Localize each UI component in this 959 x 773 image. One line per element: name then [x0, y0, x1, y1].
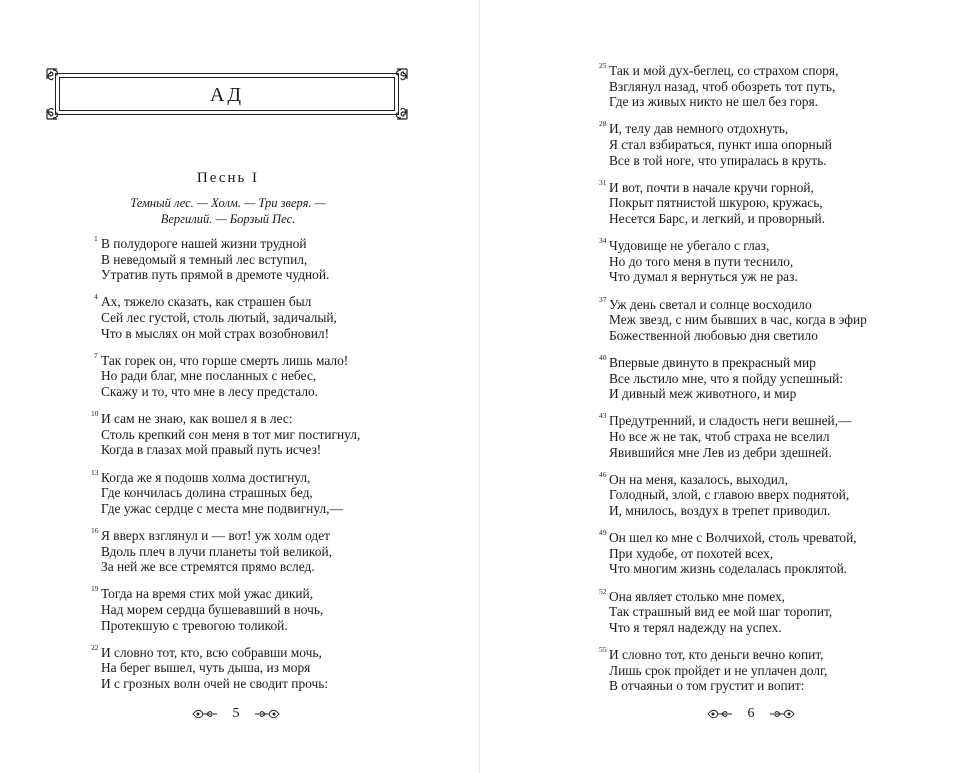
verse-line: Он шел ко мне с Волчихой, столь чреватой, — [609, 530, 857, 546]
verse-line: И вот, почти в начале кручи горной, — [609, 179, 814, 195]
verse-line: Когда же я подошв холма достигнул, — [101, 469, 311, 485]
verse-line: Где из живых никто не шел без горя. — [609, 94, 818, 110]
stanza — [599, 353, 844, 402]
verse-line: И, телу дав немного отдохнуть, — [609, 121, 789, 137]
verse-line: Но до того меня в пути теснило, — [609, 253, 794, 269]
verse-number: 55 — [599, 645, 607, 654]
stanza — [91, 409, 361, 458]
page-number: 5 — [232, 706, 240, 721]
verse-line: Что в мыслях он мой страх возобновил! — [101, 325, 330, 341]
flourish-icon — [706, 707, 734, 721]
verse-line: Сей лес густой, столь лютый, задичалый, — [101, 309, 337, 325]
verse-line: Когда в глазах мой правый путь исчез! — [101, 442, 322, 458]
verse-number: 31 — [599, 177, 607, 187]
verse-line: Все в той ноге, что упиралась в круть. — [609, 152, 827, 168]
canto-title: Песнь I — [196, 170, 260, 186]
verse-number: 4 — [94, 292, 98, 302]
verse-line: Явившийся мне Лев из дебри здешней. — [609, 444, 832, 460]
verse-line: Чудовище не убегало с глаз, — [609, 238, 770, 254]
stanza — [599, 236, 798, 285]
verse-line: Где кончилась долина страшных бед, — [101, 485, 313, 501]
verse-number: 52 — [599, 586, 607, 596]
verse-line: Вдоль плеч в лучи планеты той великой, — [101, 543, 332, 559]
verse-line: Взглянул назад, чтоб обозреть тот путь, — [609, 78, 836, 94]
verse-number: 22 — [91, 642, 99, 652]
verse-line: Ах, тяжело сказать, как страшен был — [101, 294, 312, 310]
verse-line: Я стал взбираться, пункт иша опорный — [609, 136, 832, 152]
stanza — [599, 411, 852, 460]
verse-number: 49 — [599, 528, 607, 538]
verse-line: Утратив путь прямой в дремоте чудной. — [101, 267, 330, 283]
verse-line: Что думал я вернуться уж не раз. — [609, 269, 798, 285]
flourish-icon — [768, 707, 796, 721]
verse-line: На берег вышел, чуть дыша, из моря — [101, 660, 311, 676]
stanza — [599, 119, 832, 168]
verse-line: Он на меня, казалось, выходил, — [609, 471, 788, 487]
left-page — [0, 0, 479, 773]
verse-line: Лишь срок пройдет и не уплачен долг, — [609, 662, 828, 678]
page-number: 6 — [747, 706, 755, 721]
page-footer — [191, 703, 281, 725]
verse-line: И с грозных волн очей не сводит прочь: — [101, 675, 329, 691]
verse-number: 34 — [599, 236, 607, 246]
stanza — [91, 584, 324, 633]
stanza — [599, 61, 839, 110]
verse-line: Протекшую с тревогою толикой. — [101, 617, 288, 633]
verse-line: Так горек он, что горше смерть лишь мало! — [101, 352, 349, 368]
verse-line: И словно тот, кто, всю собравши мочь, — [101, 644, 322, 660]
verse-line: Она являет столько мне помех, — [609, 588, 786, 604]
verse-number: 28 — [599, 119, 607, 129]
verse-number: 16 — [91, 526, 99, 535]
verse-number: 19 — [91, 584, 99, 594]
verse-line: Тогда на время стих мой ужас дикий, — [101, 586, 314, 602]
title-frame — [45, 67, 409, 121]
stanza — [599, 645, 828, 694]
verse-line: Столь крепкий сон меня в тот миг постигнул, — [101, 426, 361, 442]
verse-line: Уж день светал и солнце восходило — [609, 296, 812, 312]
stanza — [599, 469, 850, 519]
verse-line: И словно тот, кто деньги вечно копит, — [609, 647, 824, 662]
verse-line: Над морем сердца бушевавший в ночь, — [101, 601, 324, 617]
verse-line: При худобе, от похотей всех, — [609, 545, 774, 561]
verse-line: Что многим жизнь соделалась проклятой. — [609, 561, 848, 577]
flourish-icon — [253, 707, 281, 721]
verse-number: 1 — [94, 234, 98, 243]
verse-number: 7 — [94, 350, 98, 360]
verse-line: Но ради благ, мне посланных с небес, — [101, 368, 317, 384]
verse-line: Так и мой дух-беглец, со страхом споря, — [609, 63, 839, 78]
stanza — [91, 642, 329, 692]
verse-line: Я вверх взглянул и — вот! уж холм одет — [101, 528, 330, 543]
verse-number: 13 — [91, 467, 99, 477]
verse-line: Покрыт пятнистой шкурою, кружась, — [609, 195, 823, 211]
verse-line: За ней же все стремятся прямо вслед. — [101, 559, 315, 575]
verse-line: Где ужас сердце с места мне подвигнул,— — [101, 500, 343, 516]
verse-line: Голодный, злой, с главою вверх поднятой, — [609, 487, 850, 503]
stanza — [599, 528, 857, 577]
verse-line: В полудороге нашей жизни трудной — [101, 236, 307, 251]
canto-summary-line: Темный лес. — Холм. — Три зверя. — — [130, 196, 326, 210]
stanza — [94, 234, 330, 283]
verse-line: Скажу и то, что мне в лесу предстало. — [101, 383, 319, 399]
verse-line: Так страшный вид ее мой шаг торопит, — [609, 604, 833, 620]
verse-line: В неведомый я темный лес вступил, — [101, 251, 308, 267]
stanza — [91, 467, 343, 517]
verse-line: Предутренний, и сладость неги вешней,— — [609, 413, 852, 429]
verse-number: 46 — [599, 469, 607, 479]
page-footer — [706, 703, 796, 725]
flourish-icon — [191, 707, 219, 721]
right-page — [480, 0, 959, 773]
stanza — [599, 294, 867, 344]
verse-line: Божественной любовью дня светило — [609, 327, 818, 343]
section-heading: АД — [209, 84, 245, 106]
verse-line: И сам не знаю, как вошел я в лес: — [101, 411, 293, 427]
verse-line: Впервые двинуто в прекрасный мир — [609, 355, 816, 370]
verse-line: Но все ж не так, чтоб страха не вселил — [609, 428, 830, 444]
stanza — [94, 350, 349, 400]
verse-line: В отчаяньи о том грустит и вопит: — [609, 678, 805, 694]
verse-line: И дивный меж животного, и мир — [609, 386, 797, 402]
verse-line: Несется Барс, и легкий, и проворный. — [609, 210, 825, 226]
stanza — [599, 586, 833, 636]
verse-line: И, мнилось, воздух в трепет приводил. — [609, 502, 831, 518]
stanza — [599, 177, 825, 227]
stanza — [91, 526, 332, 575]
stanza — [94, 292, 337, 341]
verse-line: Что я терял надежду на успех. — [609, 619, 782, 635]
verse-number: 40 — [599, 353, 607, 362]
verse-line: Все льстило мне, что я пойду успешный: — [609, 370, 844, 386]
canto-summary-line: Вергилий. — Борзый Пес. — [160, 212, 296, 226]
verse-number: 25 — [599, 61, 607, 70]
verse-number: 10 — [91, 409, 99, 419]
verse-number: 37 — [599, 294, 607, 304]
verse-line: Меж звезд, с ним бывших в час, когда в эфир — [609, 312, 867, 328]
verse-number: 43 — [599, 411, 607, 421]
